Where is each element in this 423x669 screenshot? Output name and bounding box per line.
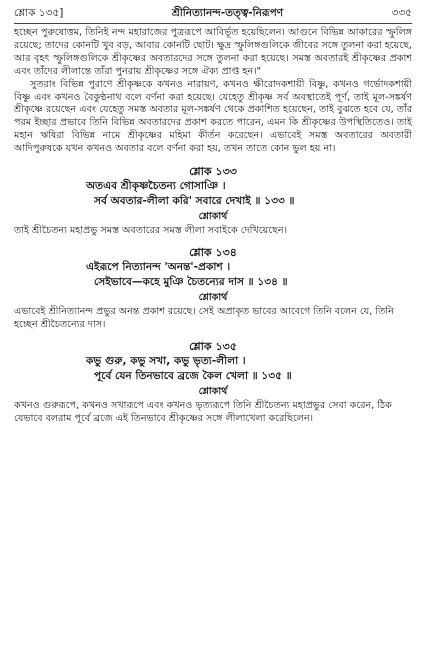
verse-135	[14, 340, 412, 425]
verse-title: শ্লোক ১৩৪	[189, 246, 237, 260]
verse-133	[14, 165, 412, 237]
chapter-title: শ্রীনিত্যানন্দ-তত্ত্ব-নিরূপণ	[171, 7, 284, 19]
verse-title: শ্লোক ১৩৫	[189, 340, 237, 354]
book-page	[14, 6, 412, 425]
verse-line-1: অতএব শ্রীকৃষ্ণচৈতন্য গোসাঞি ।	[86, 180, 226, 193]
verse-line-1: এইরূপে নিত্যানন্দ 'অনন্ত'-প্রকাশ ।	[86, 261, 231, 274]
verse-line-2: সেইভাবে—কহে মুঞি চৈতন্যের দাস ॥ ১৩৪ ॥	[94, 276, 288, 289]
verse-line-2: সর্ব অবতার-লীলা করি' সবারে দেখাই ॥ ১৩৩ ॥	[94, 195, 295, 208]
translation-text: এভাবেই শ্রীনিত্যানন্দ প্রভুর অনন্ত প্রকাশ রয়েছে। সেই অপ্রাকৃত ভাবের আবেগে তিনি বলেন যে, তিনি হচ্ছেন শ্রীচৈতন্যের দাস।	[14, 306, 394, 331]
page-number: ৩৩৫	[391, 7, 412, 19]
translation-text: তাই শ্রীচৈতন্য মহাপ্রভু সমস্ত অবতারের সমস্ত লীলা সবাইকে দেখিয়েছেন।	[14, 225, 288, 237]
translation-title: শ্লোকার্থ	[198, 292, 228, 304]
translation-title: শ্লোকার্থ	[198, 211, 228, 223]
purport-paragraph-2: সুতরাং বিভিন্ন পুরাণে শ্রীকৃষ্ণকে কখনও নারায়ণ, কখনও ক্ষীরোদকশায়ী বিষ্ণু, কখনও গর্ভোদকশায়ী বিষ্ণু এবং কখনও বৈকুণ্ঠনাথ বলে বর্ণনা করা হয়েছে। যেহেতু শ্রীকৃষ্ণ সর্ব অবস্থাতেই পূর্ণ, তাই মূল-সঙ্কর্ষণ শ্রীকৃষ্ণে রয়েছেন এবং যেহেতু সমস্ত অবতার মূল-সঙ্কর্ষণ থেকে প্রকাশিত হয়েছেন, তাই বুঝতে হবে যে, তাঁর পরম ইচ্ছার প্রভাবে তিনি বিভিন্ন অবতারদের প্রকাশ করতে পারেন, এমন কি শ্রীকৃষ্ণের উপস্থিতিতেও। তাই মহান ঋষিরা বিভিন্ন নামে শ্রীকৃষ্ণের মহিমা কীর্তন করেছেন। এভাবেই সমস্ত অবতারের অবতারী আদিপুরুষকে যখন কখনও অবতার বলে বর্ণনা করা হয়, তখন তাতে কোন ভুল হয় না।	[14, 78, 412, 155]
header-verse-ref: শ্লোক ১৩৫]	[14, 7, 64, 19]
verse-title: শ্লোক ১৩৩	[189, 165, 237, 179]
verse-line-1: কভু গুরু, কভু সখা, কভু ভৃত্য-লীলা ।	[86, 355, 246, 368]
purport-paragraph-1: হচ্ছেন পুরুষোত্তম, তিনিই নন্দ মহারাজের পুত্ররূপে আবির্ভূত হয়েছিলেন। আগুনে বিভিন্ন আকারের স্ফুলিঙ্গ রয়েছে; তাদের কোনটি খুব বড়, আবার কোনটি ছোট। ক্ষুদ্র স্ফুলিঙ্গগুলিকে জীবের সঙ্গে তুলনা করা হয়েছে, আর বৃহৎ স্ফুলিঙ্গগুলিকে শ্রীকৃষ্ণের অবতারদের সঙ্গে তুলনা করা হয়েছে। সমস্ত অবতারই শ্রীকৃষ্ণের প্রকাশ এবং তাঁদের লীলান্তে তাঁরা পুনরায় শ্রীকৃষ্ণের সঙ্গে ঐক্য প্রাপ্ত হন।"	[14, 27, 412, 77]
translation-title: শ্লোকার্থ	[198, 386, 228, 398]
verse-line-2: পূর্বে যেন তিনভাবে ব্রজে কৈল খেলা ॥ ১৩৫ ॥	[94, 370, 292, 383]
running-header	[14, 6, 412, 24]
translation-text: কখনও গুরুরূপে, কখনও সখারূপে এবং কখনও ভৃত্যরূপে তিনি শ্রীচৈতন্য মহাপ্রভুর সেবা করেন, ঠিক যেভাবে বলরাম পূর্বে ব্রজে এই তিনভাবে শ্রীকৃষ্ণের সঙ্গে লীলাখেলা করেছিলেন।	[14, 400, 392, 425]
verse-134	[14, 246, 412, 331]
